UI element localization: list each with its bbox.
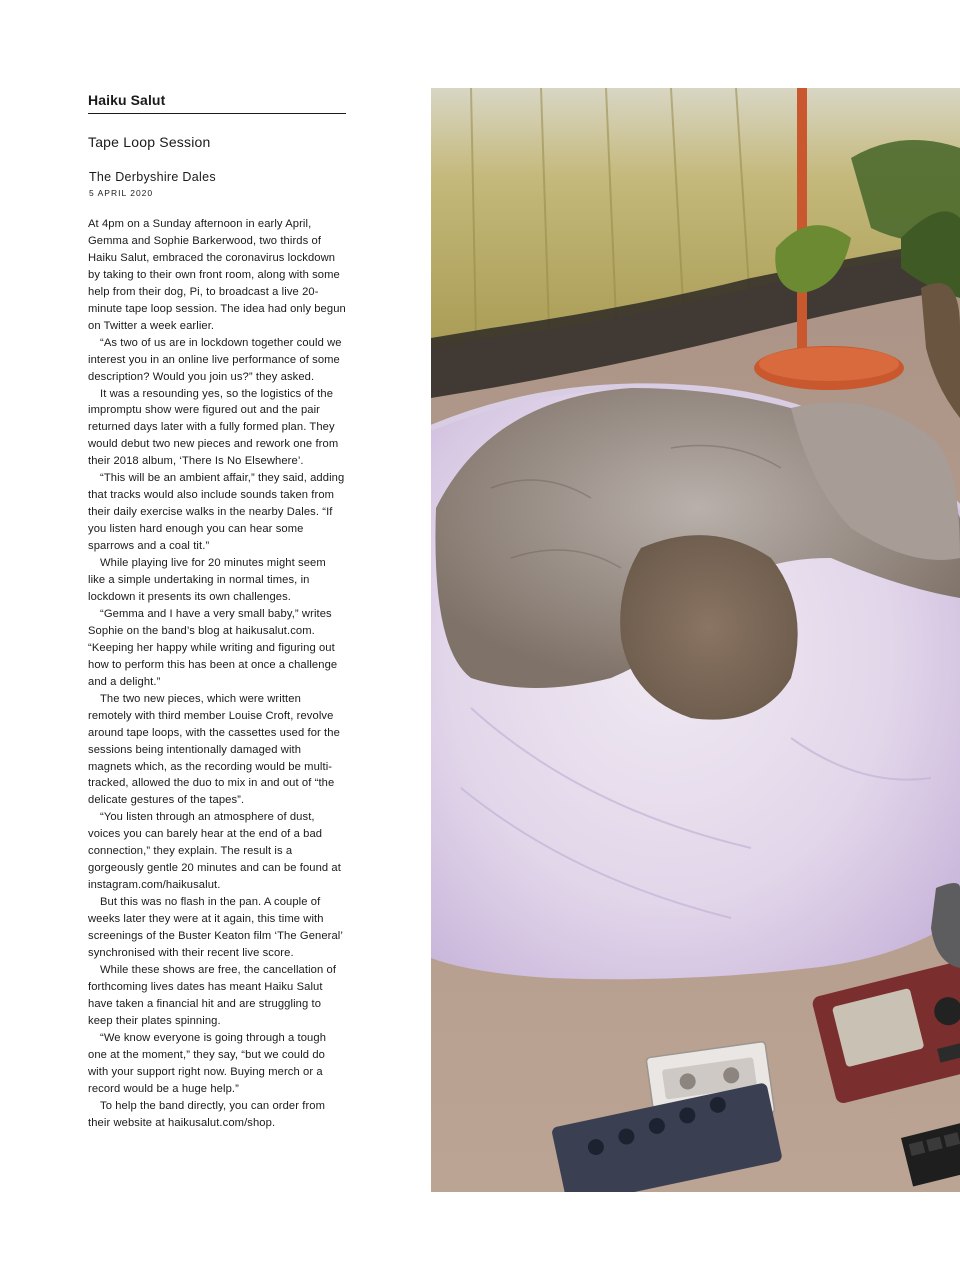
location: The Derbyshire Dales xyxy=(89,170,216,184)
paragraph: The two new pieces, which were written remotely with third member Louise Croft, revolve around tape loops, with the cassettes used for the sessions being intentionally damaged with magnets which, as the recording would be multi-tracked, allowed the duo to mix in and out of “the delicate gestures of the tapes”. xyxy=(88,692,340,807)
band-name: Haiku Salut xyxy=(88,92,346,114)
paragraph: But this was no flash in the pan. A couple of weeks later they were at it again, this time with screenings of the Buster Keaton film ‘The General’ synchronised with their recent live score. xyxy=(88,896,343,959)
paragraph: At 4pm on a Sunday afternoon in early April, Gemma and Sophie Barkerwood, two thirds of Haiku Salut, embraced the coronavirus lockdown by taking to their own front room, along with some help from their dog, Pi, to broadcast a live 20-minute tape loop session. The idea had only begun on Twitter a week earlier. xyxy=(88,218,346,332)
paragraph: While playing live for 20 minutes might seem like a simple undertaking in normal times, in lockdown it presents its own challenges. xyxy=(88,557,326,603)
paragraph: While these shows are free, the cancellation of forthcoming lives dates has meant Haiku Salut have taken a financial hit and are struggling to keep their plates spinning. xyxy=(88,963,337,1027)
session-title: Tape Loop Session xyxy=(88,134,211,150)
photo-dog-on-cushion xyxy=(431,88,960,1192)
paragraph: “Gemma and I have a very small baby,” writes Sophie on the band’s blog at haikusalut.com. “Keeping her happy while writing and figuring out how to perform this has been at once a challenge and a delight.” xyxy=(88,607,338,688)
paragraph: “We know everyone is going through a tough one at the moment,” they say, “but we could do with your support right now. Buying merch or a record would be a huge help.” xyxy=(88,1031,327,1095)
paragraph: It was a resounding yes, so the logistics of the impromptu show were figured out and the pair returned days later with a fully formed plan. They would debut two new pieces and rework one from their 2018 album, ‘There Is No Elsewhere’. xyxy=(88,387,339,468)
article-body xyxy=(88,216,346,1131)
paragraph: “You listen through an atmosphere of dust, voices you can barely hear at the end of a bad connection,” they explain. The result is a gorgeously gentle 20 minutes and can be found at instagram.com/haikusalut. xyxy=(88,811,341,892)
date: 5 APRIL 2020 xyxy=(89,188,154,198)
article xyxy=(88,92,346,1131)
paragraph: To help the band directly, you can order from their website at haikusalut.com/shop. xyxy=(88,1099,326,1129)
paragraph: “As two of us are in lockdown together could we interest you in an online live performance of some description? Would you join us?” they asked. xyxy=(88,336,342,383)
paragraph: “This will be an ambient affair,” they said, adding that tracks would also include sounds taken from their daily exercise walks in the nearby Dales. “If you listen hard enough you can hear some sparrows and a coal tit.” xyxy=(88,472,345,553)
